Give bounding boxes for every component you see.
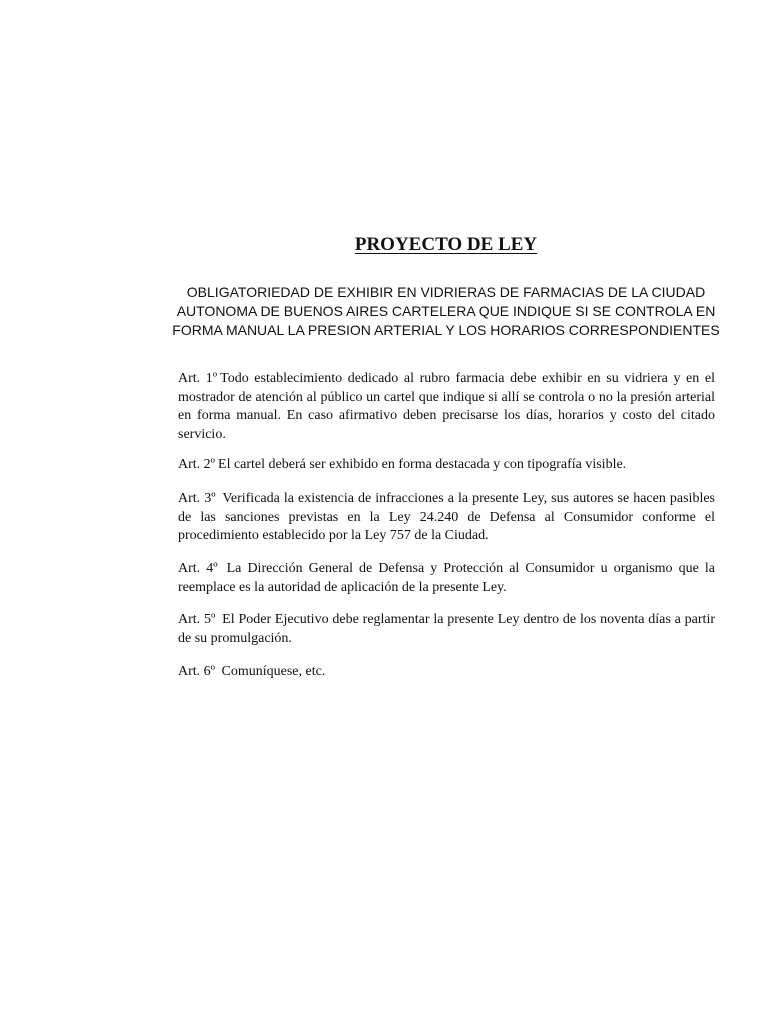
article-2 — [178, 456, 715, 475]
document-title: PROYECTO DE LEY — [354, 234, 538, 255]
article-5-label: Art. 5º — [178, 612, 216, 627]
article-4-label: Art. 4º — [178, 561, 218, 576]
article-2-text: El cartel deberá ser exhibido en forma destacada y con tipografía visible. — [218, 457, 627, 472]
document-subtitle: OBLIGATORIEDAD DE EXHIBIR EN VIDRIERAS DE FARMACIAS DE LA CIUDAD AUTONOMA DE BUENOS AIRES CARTELERA QUE INDIQUE SI SE CONTROLA EN FORMA MANUAL LA PRESION ARTERIAL Y LOS HORARIOS CORRESPONDIENTES — [172, 284, 720, 338]
article-5 — [178, 611, 715, 648]
article-2-label: Art. 2º — [178, 457, 216, 472]
article-6 — [178, 663, 715, 682]
article-1-label: Art. 1º — [178, 371, 218, 386]
article-5-text: El Poder Ejecutivo debe reglamentar la presente Ley dentro de los noventa días a partir de su promulgación. — [178, 612, 715, 646]
article-1 — [178, 370, 715, 444]
article-4 — [178, 560, 715, 597]
article-6-label: Art. 6º — [178, 664, 216, 679]
article-3 — [178, 490, 715, 546]
article-4-text: La Dirección General de Defensa y Protección al Consumidor u organismo que la reemplace es la autoridad de aplicación de la presente Ley. — [178, 561, 715, 595]
article-3-label: Art. 3º — [178, 491, 216, 506]
article-6-text: Comuníquese, etc. — [218, 664, 326, 679]
article-1-text: Todo establecimiento dedicado al rubro farmacia debe exhibir en su vidriera y en el mostrador de atención al público un cartel que indique si allí se controla o no la presión arterial en forma manual. En caso afirmativo deben precisarse los días, horarios y costo del citado servicio. — [178, 371, 715, 442]
article-3-text: Verificada la existencia de infracciones a la presente Ley, sus autores se hacen pasibles de las sanciones previstas en la Ley 24.240 de Defensa al Consumidor conforme el procedimiento establecido por la Ley 757 de la Ciudad. — [178, 491, 715, 543]
